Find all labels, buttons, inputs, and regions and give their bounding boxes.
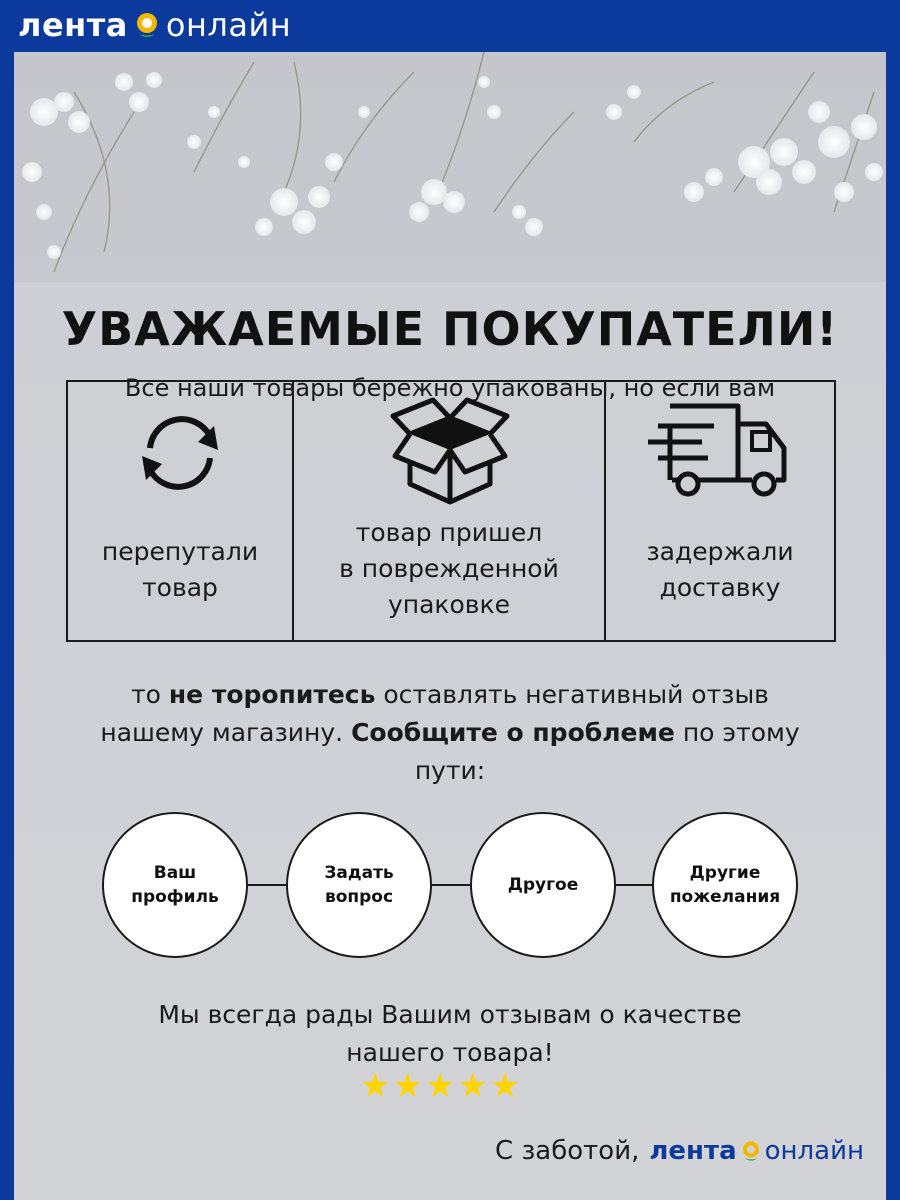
step-label-line1: Другие [689,863,761,883]
issue-label-line1: товар пришел [355,518,543,547]
instruction-line-2 [24,714,876,752]
star-icon: ★ [489,1066,521,1106]
issues-table [66,380,836,642]
star-icon: ★ [424,1066,456,1106]
thanks-line-2: нашего товара! [346,1038,554,1067]
instruction-line-1 [24,676,876,714]
steps-connector-line [174,884,734,886]
brand-word-online: онлайн [764,1136,864,1166]
page-title: УВАЖАЕМЫЕ ПОКУПАТЕЛИ! [61,302,839,356]
text-part: по этому [674,718,800,747]
brand-logo-top [18,4,291,46]
star-icon: ★ [457,1066,488,1106]
issue-cell-damaged [294,382,606,640]
signature [495,1136,864,1166]
thanks-line-1: Мы всегда рады Вашим отзывам о качестве [158,1000,742,1029]
thanks-text [14,996,886,1072]
step-ask-question [286,812,432,958]
step-label-line2: профиль [131,887,219,907]
step-label-line1: Ваш [153,863,197,883]
step-label-line2: вопрос [324,887,394,907]
issue-cell-mixed-up [68,382,294,640]
issue-cell-delayed [606,382,834,640]
emphasis-text: Сообщите о проблеме [351,718,675,747]
text-part: оставлять негативный отзыв [375,680,769,709]
text-part: то [131,680,169,709]
step-label-line2: пожелания [669,887,781,907]
flowers-decoration-icon [14,52,886,282]
signature-prefix: С заботой, [495,1136,640,1166]
brand-word-lenta: лента [649,1136,737,1166]
step-other-wishes [652,812,798,958]
instruction-text [24,676,876,790]
issue-label-line1: задержали [646,537,794,566]
step-label-line1: Другое [507,875,579,895]
exchange-arrows-icon [128,400,232,504]
brand-word-lenta: лента [18,6,128,44]
issue-label-line3: упаковке [387,590,511,619]
sunflower-logo-icon [739,1139,763,1163]
emphasis-text: не торопитесь [168,680,376,709]
brand-word-online: онлайн [165,6,292,44]
issue-label-line1: перепутали [101,537,259,566]
star-icon: ★ [360,1066,391,1106]
sunflower-logo-icon [132,10,162,40]
issue-label-line2: доставку [659,573,781,602]
star-icon: ★ [392,1066,423,1106]
step-label-line1: Задать [324,863,394,883]
step-profile [102,812,248,958]
intro-text: Все наши товары бережно упакованы, но если вам [124,374,776,402]
instruction-line-3: пути: [414,756,486,785]
delivery-truck-icon [642,400,792,504]
step-other [470,812,616,958]
text-part: нашему магазину. [100,718,352,747]
issue-label-line2: товар [142,573,218,602]
info-card [14,52,886,1200]
open-box-icon [385,394,515,512]
issue-label-line2: в поврежденной [339,554,559,583]
rating-stars [360,1066,520,1106]
